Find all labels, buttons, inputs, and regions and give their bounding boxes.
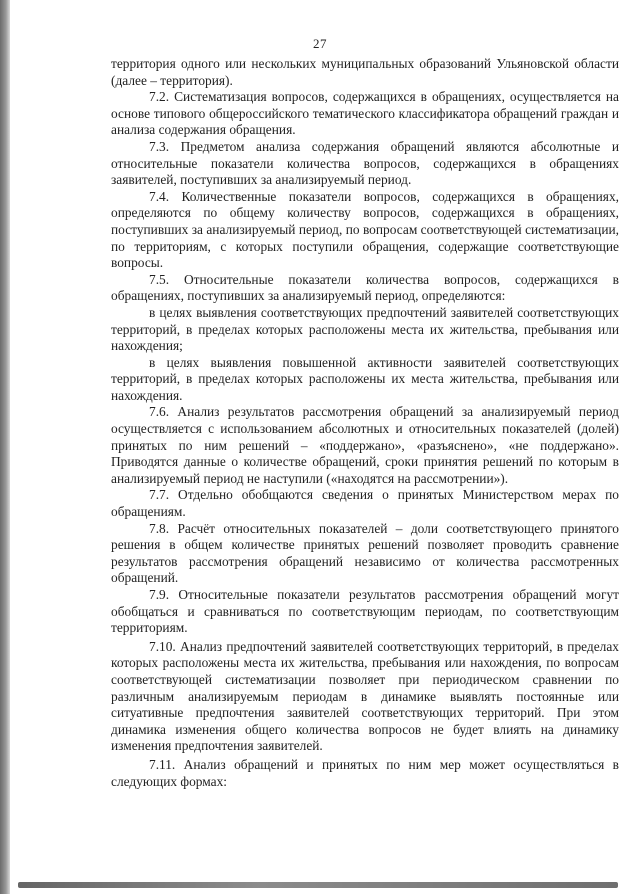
paragraph-7-5: 7.5. Относительные показатели количества вопросов, содержащихся в обращениях, поступивших за анализируемый период, определяются:	[111, 271, 619, 304]
paragraph-7-2: 7.2. Систематизация вопросов, содержащихся в обращениях, осуществляется на основе типового общероссийского тематического классификатора обращений граждан и анализа содержания обращения.	[111, 89, 619, 138]
paragraph-7-9: 7.9. Относительные показатели результатов рассмотрения обращений могут обобщаться и сравниваться по соответствующим периодам, по соответствующим территориям.	[111, 587, 619, 636]
paragraph-continuation: территория одного или нескольких муниципальных образований Ульяновской области (далее – территория).	[111, 56, 619, 88]
scan-edge-shadow	[0, 0, 10, 894]
page-number: 27	[313, 36, 327, 51]
paragraph-7-4: 7.4. Количественные показатели вопросов, содержащихся в обращениях, определяются по общему количеству вопросов, содержащихся в обращениях, поступивших за анализируемый период, по вопросам соответствующей систематизации, по территориям, с которых поступили обращения, содержащие соответствующие вопросы.	[111, 188, 619, 271]
scan-bottom-edge	[18, 882, 618, 888]
paragraph-7-10: 7.10. Анализ предпочтений заявителей соответствующих территорий, в пределах которых расположены места их жительства, пребывания или нахождения, по вопросам соответствующей систематизации позволяет при периодическом сравнении по различным анализируемым периодам в динамике выявлять постоянные или ситуативные предпочтения заявителей соответствующих территорий. При этом динамика изменения общего количества вопросов не будет влиять на динамику изменения предпочтения заявителей.	[111, 638, 619, 754]
paragraph-7-5-item-2: в целях выявления повышенной активности заявителей соответствующих территорий, в пределах которых расположены их места жительства, пребывания или нахождения.	[111, 354, 619, 403]
paragraph-7-6: 7.6. Анализ результатов рассмотрения обращений за анализируемый период осуществляется с использованием абсолютных и относительных показателей (долей) принятых по ним решений – «поддержано», «разъяснено», «не поддержано». Приводятся данные о количестве обращений, сроки принятия решений по которым в анализируемый период не наступили («находятся на рассмотрении»).	[111, 404, 619, 486]
document-body	[111, 56, 619, 790]
paragraph-7-8: 7.8. Расчёт относительных показателей – доли соответствующего принятого решения в общем количестве принятых решений позволяет проводить сравнение результатов рассмотрения обращений независимо от количества рассмотренных обращений.	[111, 520, 619, 586]
paragraph-7-5-item-1: в целях выявления соответствующих предпочтений заявителей соответствующих территорий, в пределах которых расположены места их жительства, пребывания или нахождения;	[111, 304, 619, 354]
paragraph-7-3: 7.3. Предметом анализа содержания обращений являются абсолютные и относительные показатели количества вопросов, содержащихся в обращениях заявителей, поступивших за анализируемый период.	[111, 138, 619, 188]
paragraph-7-7: 7.7. Отдельно обобщаются сведения о принятых Министерством мерах по обращениям.	[111, 487, 619, 520]
paragraph-7-11: 7.11. Анализ обращений и принятых по ним мер может осуществляться в следующих формах:	[111, 756, 619, 789]
